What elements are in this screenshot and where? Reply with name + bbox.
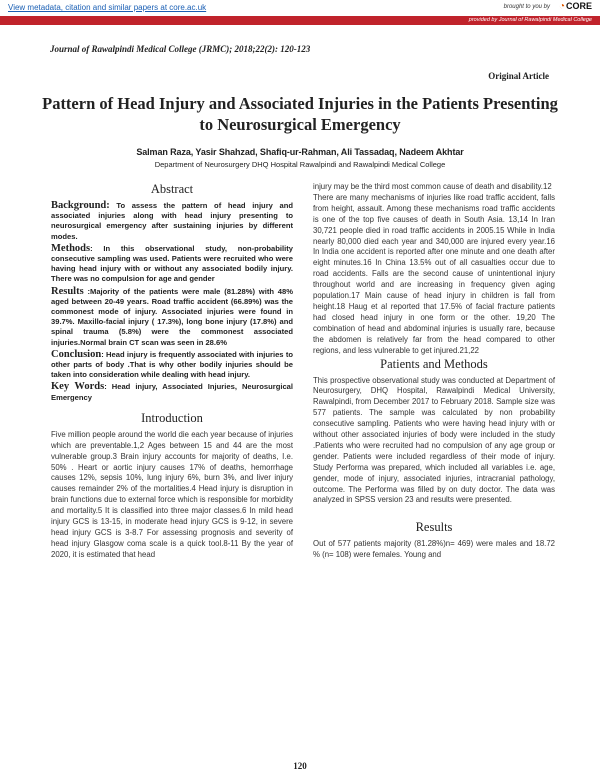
core-logo[interactable] [559, 1, 592, 12]
introduction-continued-2: There are many mechanisms of injuries like road traffic accident, falls from height, assault. Among these mechanisms road traffic accidents is one of the top five causes of death in South Asia. 13,14 In Iran 30,721 people died in road traffic accidents in 2005.15 While in India nearly 80,000 died each year and 340,000 are injured every year.16 In India one accident is reported after one minute and one death after eight minutes.16 In China 13.5% out of all casualties occur due to road accidents. Falls are the second cause of unintentional injury throughout world and are increasing in frequency given aging population.17 Main cause of head injury in children is fall from height.18 Haug et al reported that 17.5% of facial fracture patients had closed head injury in one form or the other. 19,20 The combination of head and abdominal injuries is usually rare, because the abdomen is relatively far from the head compared to other regions, and less vulnerable to get injured.21,22 [313, 192, 555, 355]
left-column [51, 182, 293, 561]
article-type: Original Article [488, 71, 549, 81]
core-logo-text: CORE [565, 1, 592, 11]
journal-citation: Journal of Rawalpindi Medical College (JRMC); 2018;22(2): 120-123 [50, 44, 311, 54]
abstract-methods: Methods: In this observational study, non-probability consecutive sampling was used. Patients were recruited who were having head injury with or without any associated bodily injury. There was no compulsion for age and gender [51, 242, 293, 284]
abstract-conclusion: Conclusion: Head injury is frequently associated with injuries to other parts of body .That is why other bodily injuries should be taken into consideration while dealing with head injury. [51, 348, 293, 380]
results-text: Out of 577 patients majority (81.28%)n= 469) were males and 18.72 % (n= 108) were females. Young and [313, 539, 555, 560]
methods-heading: Patients and Methods [380, 356, 488, 371]
right-column [313, 182, 555, 561]
affiliation: Department of Neurosurgery DHQ Hospital Rawalpindi and Rawalpindi Medical College [154, 160, 446, 169]
paper-title: Pattern of Head Injury and Associated Injuries in the Patients Presenting to Neurosurgical Emergency [42, 94, 558, 134]
metadata-link[interactable]: View metadata, citation and similar papers at core.ac.uk [8, 3, 207, 12]
abstract-keywords: Key Words: Head injury, Associated Injuries, Neurosurgical Emergency [51, 381, 293, 402]
results-heading: Results [415, 520, 453, 535]
brought-by-text: brought to you by [503, 4, 550, 10]
provider-bar [0, 16, 600, 25]
page-number: 120 [293, 761, 307, 771]
abstract-results: Results :Majority of the patients were male (81.28%) with 48% aged between 20-49 years. Road traffic accident (66.89%) was the commonest mode of injury. Associated injuries were found in 39.7%. Maxillo-facial injury ( 17.3%), long bone injury (17.8%) and spinal trauma (5.8%) were the commonest associated injuries.Normal brain CT scan was seen in 28.6% [51, 285, 293, 347]
introduction-continued-1: injury may be the third most common cause of death and disability.12 [313, 182, 552, 191]
core-top-bar [0, 0, 600, 16]
introduction-text: Five million people around the world die each year because of injuries which are preventable.1,2 Ages between 15 and 44 are the most vulnerable group.3 Brain injury accounts for majority of deaths, I.e. 50% . Heart or aortic injury causes 17% of deaths, hemorrhage causes 12%, sepsis 10%, lung injury 6%, burn 3%, and liver injury causes remainder 2% of the mortalities.4 Head injury is disruption in brain functions due to external force which is responsible for morbidity and mortality.5 It is classified into three major classes.6 In mild head injury GCS is 13-15, in moderate head injury GCS is 9-12, in severe head injury GCS is 3-8.7 For assessing prognosis and severity of head injury Glasgow coma scale is a quick tool.8-11 By the year of 2020, it is estimated that head [51, 429, 293, 559]
methods-text: This prospective observational study was conducted at Department of Neurosurgery, DHQ Hospital, Rawalpindi Medical University, Rawalpindi, from December 2017 to February 2018. Sample size was 577 patients. The sample was calculated by non probability consecutive sampling. Patients who were having head injury with or without other associated injuries of body were included in the study .Patients who were recruited had no compulsion of any age group or gender. Patients were included regardless of their mode of injury. Study Performa was prepared, which included all variables i.e. age, gender, mode of injury, associated injuries, intracranial pathology, outcome. The Performa was filled by on duty doctor. The data was analyzed in SPSS version 23 and results were presented. [313, 375, 555, 505]
authors: Salman Raza, Yasir Shahzad, Shafiq-ur-Rahman, Ali Tassadaq, Nadeem Akhtar [136, 147, 464, 157]
core-arc-icon: ◔ [558, 1, 565, 12]
abstract-heading: Abstract [150, 182, 194, 196]
provided-by-text: provided by Journal of Rawalpindi Medical College [468, 17, 592, 23]
introduction-heading: Introduction [141, 410, 203, 425]
abstract-background: Background: To assess the pattern of head injury and associated injuries along with head injury presenting to neurosurgical emergency after sustaining injuries by different modes. [51, 200, 293, 241]
